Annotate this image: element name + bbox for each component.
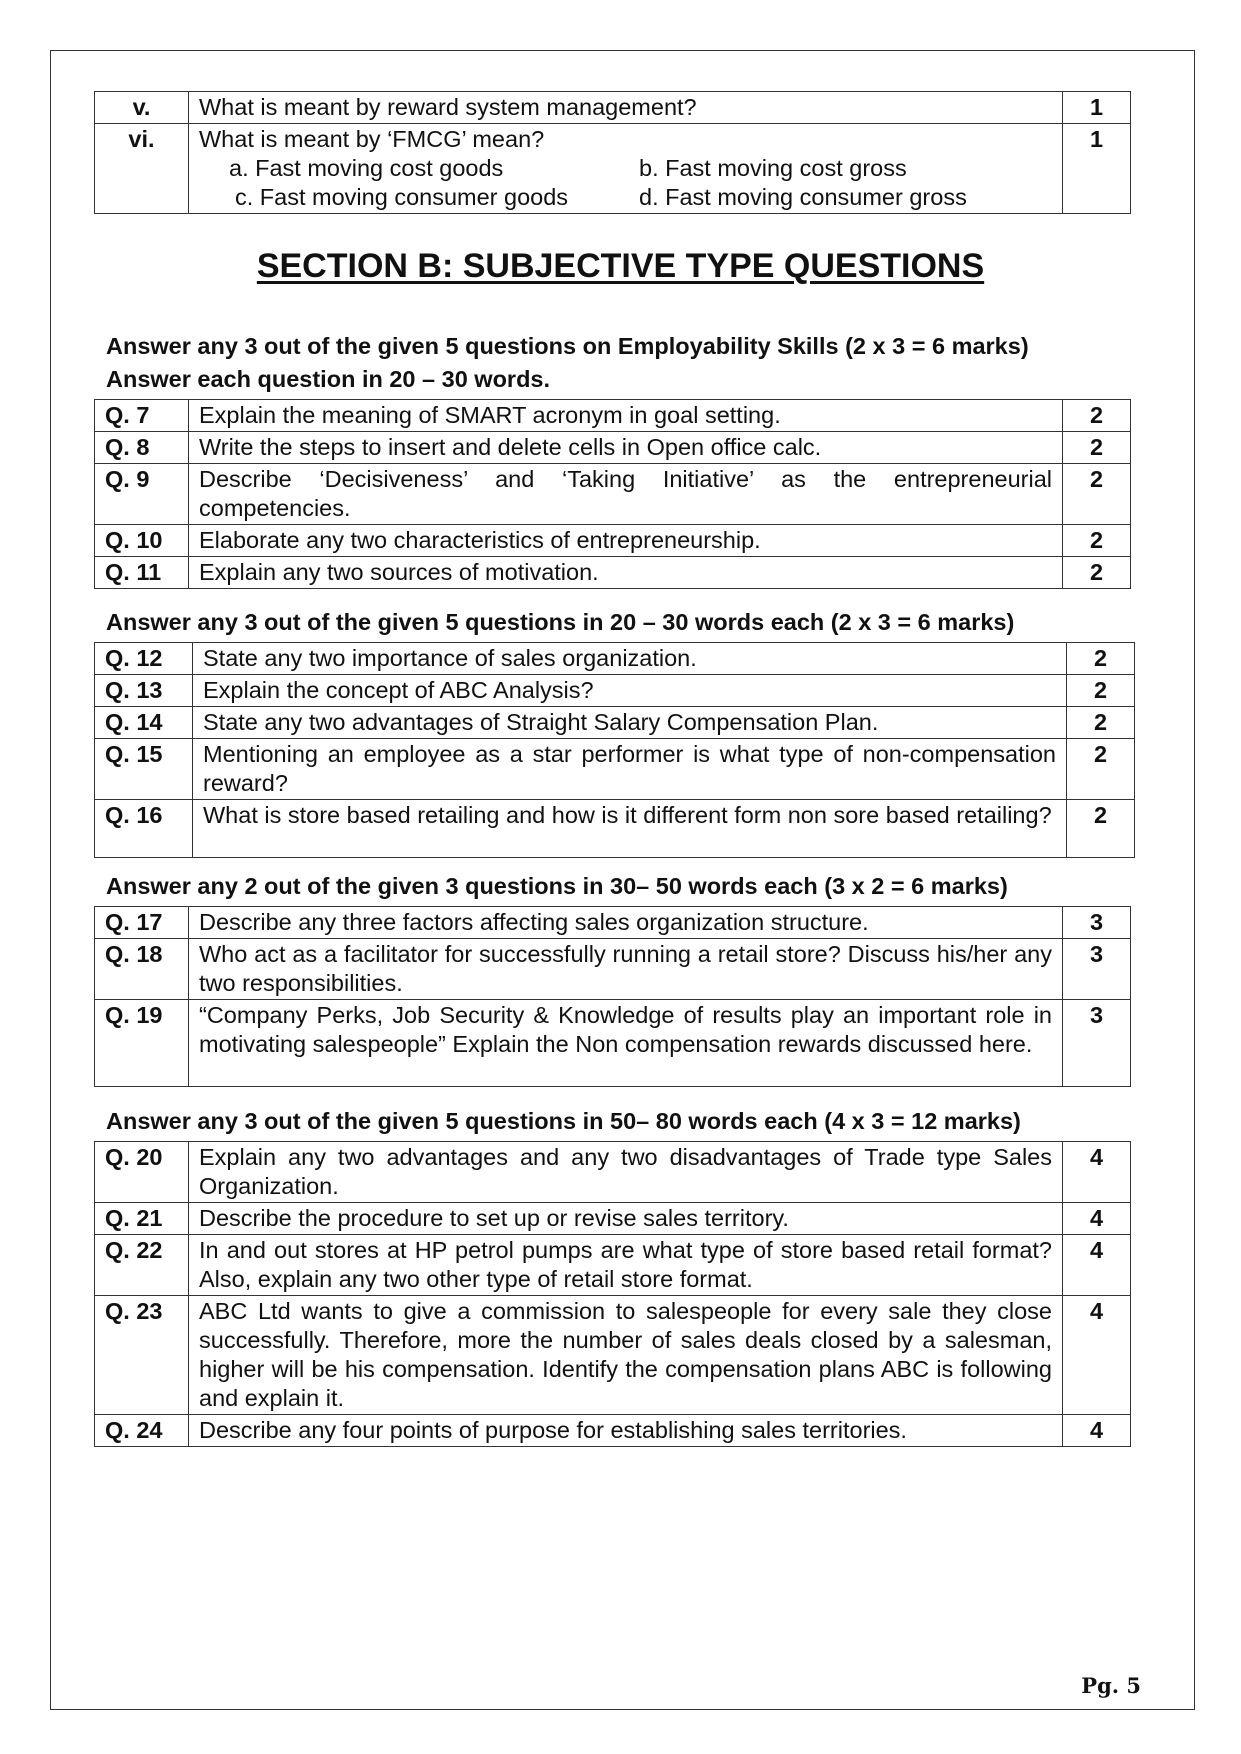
question-text: Explain any two sources of motivation. — [189, 557, 1063, 589]
question-marks: 2 — [1067, 800, 1135, 858]
option-c: c. Fast moving consumer goods — [235, 184, 569, 210]
question-marks: 2 — [1067, 739, 1135, 800]
question-text: In and out stores at HP petrol pumps are what type of store based retail format? Also, explain any two other type of retail store format. — [189, 1235, 1063, 1296]
question-marks: 2 — [1063, 464, 1131, 525]
question-number: Q. 14 — [95, 707, 193, 739]
question-text: State any two importance of sales organization. — [193, 643, 1067, 675]
question-number: Q. 23 — [95, 1296, 189, 1415]
table-row — [95, 1296, 1131, 1415]
question-number: Q. 9 — [95, 464, 189, 525]
question-marks: 4 — [1063, 1142, 1131, 1203]
question-marks: 4 — [1063, 1415, 1131, 1447]
group4-table — [94, 1141, 1131, 1447]
table-row — [95, 1203, 1131, 1235]
question-number: vi. — [95, 124, 189, 214]
question-text: Explain the concept of ABC Analysis? — [193, 675, 1067, 707]
question-marks: 1 — [1063, 92, 1131, 124]
question-number: Q. 15 — [95, 739, 193, 800]
table-row — [95, 800, 1135, 858]
table-row — [95, 643, 1135, 675]
table-row — [95, 907, 1131, 939]
option-a: a. Fast moving cost goods — [229, 155, 504, 181]
option-d: d. Fast moving consumer gross — [639, 184, 967, 210]
question-text: ABC Ltd wants to give a commission to salespeople for every sale they close successfully. Therefore, more the number of sales deals closed by a salesman, higher will be his compensation. Identify the compensation plans ABC is following and explain it. — [189, 1296, 1063, 1415]
table-row — [95, 1142, 1131, 1203]
question-text: Describe the procedure to set up or revise sales territory. — [189, 1203, 1063, 1235]
question-text: Explain any two advantages and any two disadvantages of Trade type Sales Organization. — [189, 1142, 1063, 1203]
question-marks: 2 — [1067, 675, 1135, 707]
question-number: v. — [95, 92, 189, 124]
question-number: Q. 10 — [95, 525, 189, 557]
question-text: Describe any four points of purpose for establishing sales territories. — [189, 1415, 1063, 1447]
question-marks: 3 — [1063, 1000, 1131, 1087]
table-row — [95, 1415, 1131, 1447]
question-number: Q. 20 — [95, 1142, 189, 1203]
question-number: Q. 12 — [95, 643, 193, 675]
table-row — [95, 525, 1131, 557]
question-text: Explain the meaning of SMART acronym in goal setting. — [189, 400, 1063, 432]
question-text: “Company Perks, Job Security & Knowledge of results play an important role in motivating salespeople” Explain the Non compensation rewards discussed here. — [189, 1000, 1063, 1087]
question-number: Q. 13 — [95, 675, 193, 707]
table-row — [95, 400, 1131, 432]
question-marks: 2 — [1067, 707, 1135, 739]
table-row — [95, 432, 1131, 464]
group1-table — [94, 399, 1131, 589]
table-row — [95, 464, 1131, 525]
question-number: Q. 18 — [95, 939, 189, 1000]
question-marks: 2 — [1063, 525, 1131, 557]
question-number: Q. 11 — [95, 557, 189, 589]
question-cell — [189, 124, 1063, 214]
group1-instruction-1: Answer any 3 out of the given 5 questions on Employability Skills (2 x 3 = 6 marks) — [106, 333, 1029, 359]
question-marks: 4 — [1063, 1203, 1131, 1235]
question-text: Who act as a facilitator for successfully running a retail store? Discuss his/her any two responsibilities. — [189, 939, 1063, 1000]
question-marks: 1 — [1063, 124, 1131, 214]
question-marks: 4 — [1063, 1235, 1131, 1296]
group1-instruction-2: Answer each question in 20 – 30 words. — [106, 366, 551, 392]
section-title: SECTION B: SUBJECTIVE TYPE QUESTIONS — [256, 247, 985, 285]
group2-instruction: Answer any 3 out of the given 5 questions in 20 – 30 words each (2 x 3 = 6 marks) — [106, 609, 1015, 635]
question-number: Q. 8 — [95, 432, 189, 464]
table-row — [95, 124, 1131, 214]
table-row — [95, 1235, 1131, 1296]
option-b: b. Fast moving cost gross — [639, 155, 907, 181]
group2-table — [94, 642, 1135, 858]
question-marks: 4 — [1063, 1296, 1131, 1415]
question-text: What is store based retailing and how is it different form non sore based retailing? — [193, 800, 1067, 858]
question-text: Describe any three factors affecting sales organization structure. — [189, 907, 1063, 939]
group4-instruction: Answer any 3 out of the given 5 questions in 50– 80 words each (4 x 3 = 12 marks) — [106, 1108, 1021, 1134]
table-row — [95, 707, 1135, 739]
table-row — [95, 92, 1131, 124]
question-marks: 3 — [1063, 907, 1131, 939]
table-row — [95, 675, 1135, 707]
group3-table — [94, 906, 1131, 1087]
question-text: Mentioning an employee as a star performer is what type of non-compensation reward? — [193, 739, 1067, 800]
question-text: Write the steps to insert and delete cells in Open office calc. — [189, 432, 1063, 464]
question-text: What is meant by ‘FMCG’ mean? — [199, 126, 545, 152]
question-marks: 2 — [1063, 432, 1131, 464]
question-number: Q. 16 — [95, 800, 193, 858]
options-grid — [199, 154, 1052, 212]
question-marks: 3 — [1063, 939, 1131, 1000]
question-marks: 2 — [1067, 643, 1135, 675]
question-number: Q. 21 — [95, 1203, 189, 1235]
question-text: Elaborate any two characteristics of entrepreneurship. — [189, 525, 1063, 557]
question-text: Describe ‘Decisiveness’ and ‘Taking Initiative’ as the entrepreneurial competencies. — [189, 464, 1063, 525]
question-number: Q. 7 — [95, 400, 189, 432]
table-row — [95, 939, 1131, 1000]
question-number: Q. 22 — [95, 1235, 189, 1296]
question-number: Q. 17 — [95, 907, 189, 939]
question-marks: 2 — [1063, 557, 1131, 589]
question-marks: 2 — [1063, 400, 1131, 432]
mcq-table — [94, 91, 1131, 214]
table-row — [95, 1000, 1131, 1087]
question-number: Q. 19 — [95, 1000, 189, 1087]
table-row — [95, 739, 1135, 800]
table-row — [95, 557, 1131, 589]
question-number: Q. 24 — [95, 1415, 189, 1447]
question-text: What is meant by reward system management? — [189, 92, 1063, 124]
group3-instruction: Answer any 2 out of the given 3 questions in 30– 50 words each (3 x 2 = 6 marks) — [106, 873, 1008, 899]
page-number: Pg. 5 — [1081, 1673, 1141, 1698]
question-text: State any two advantages of Straight Salary Compensation Plan. — [193, 707, 1067, 739]
